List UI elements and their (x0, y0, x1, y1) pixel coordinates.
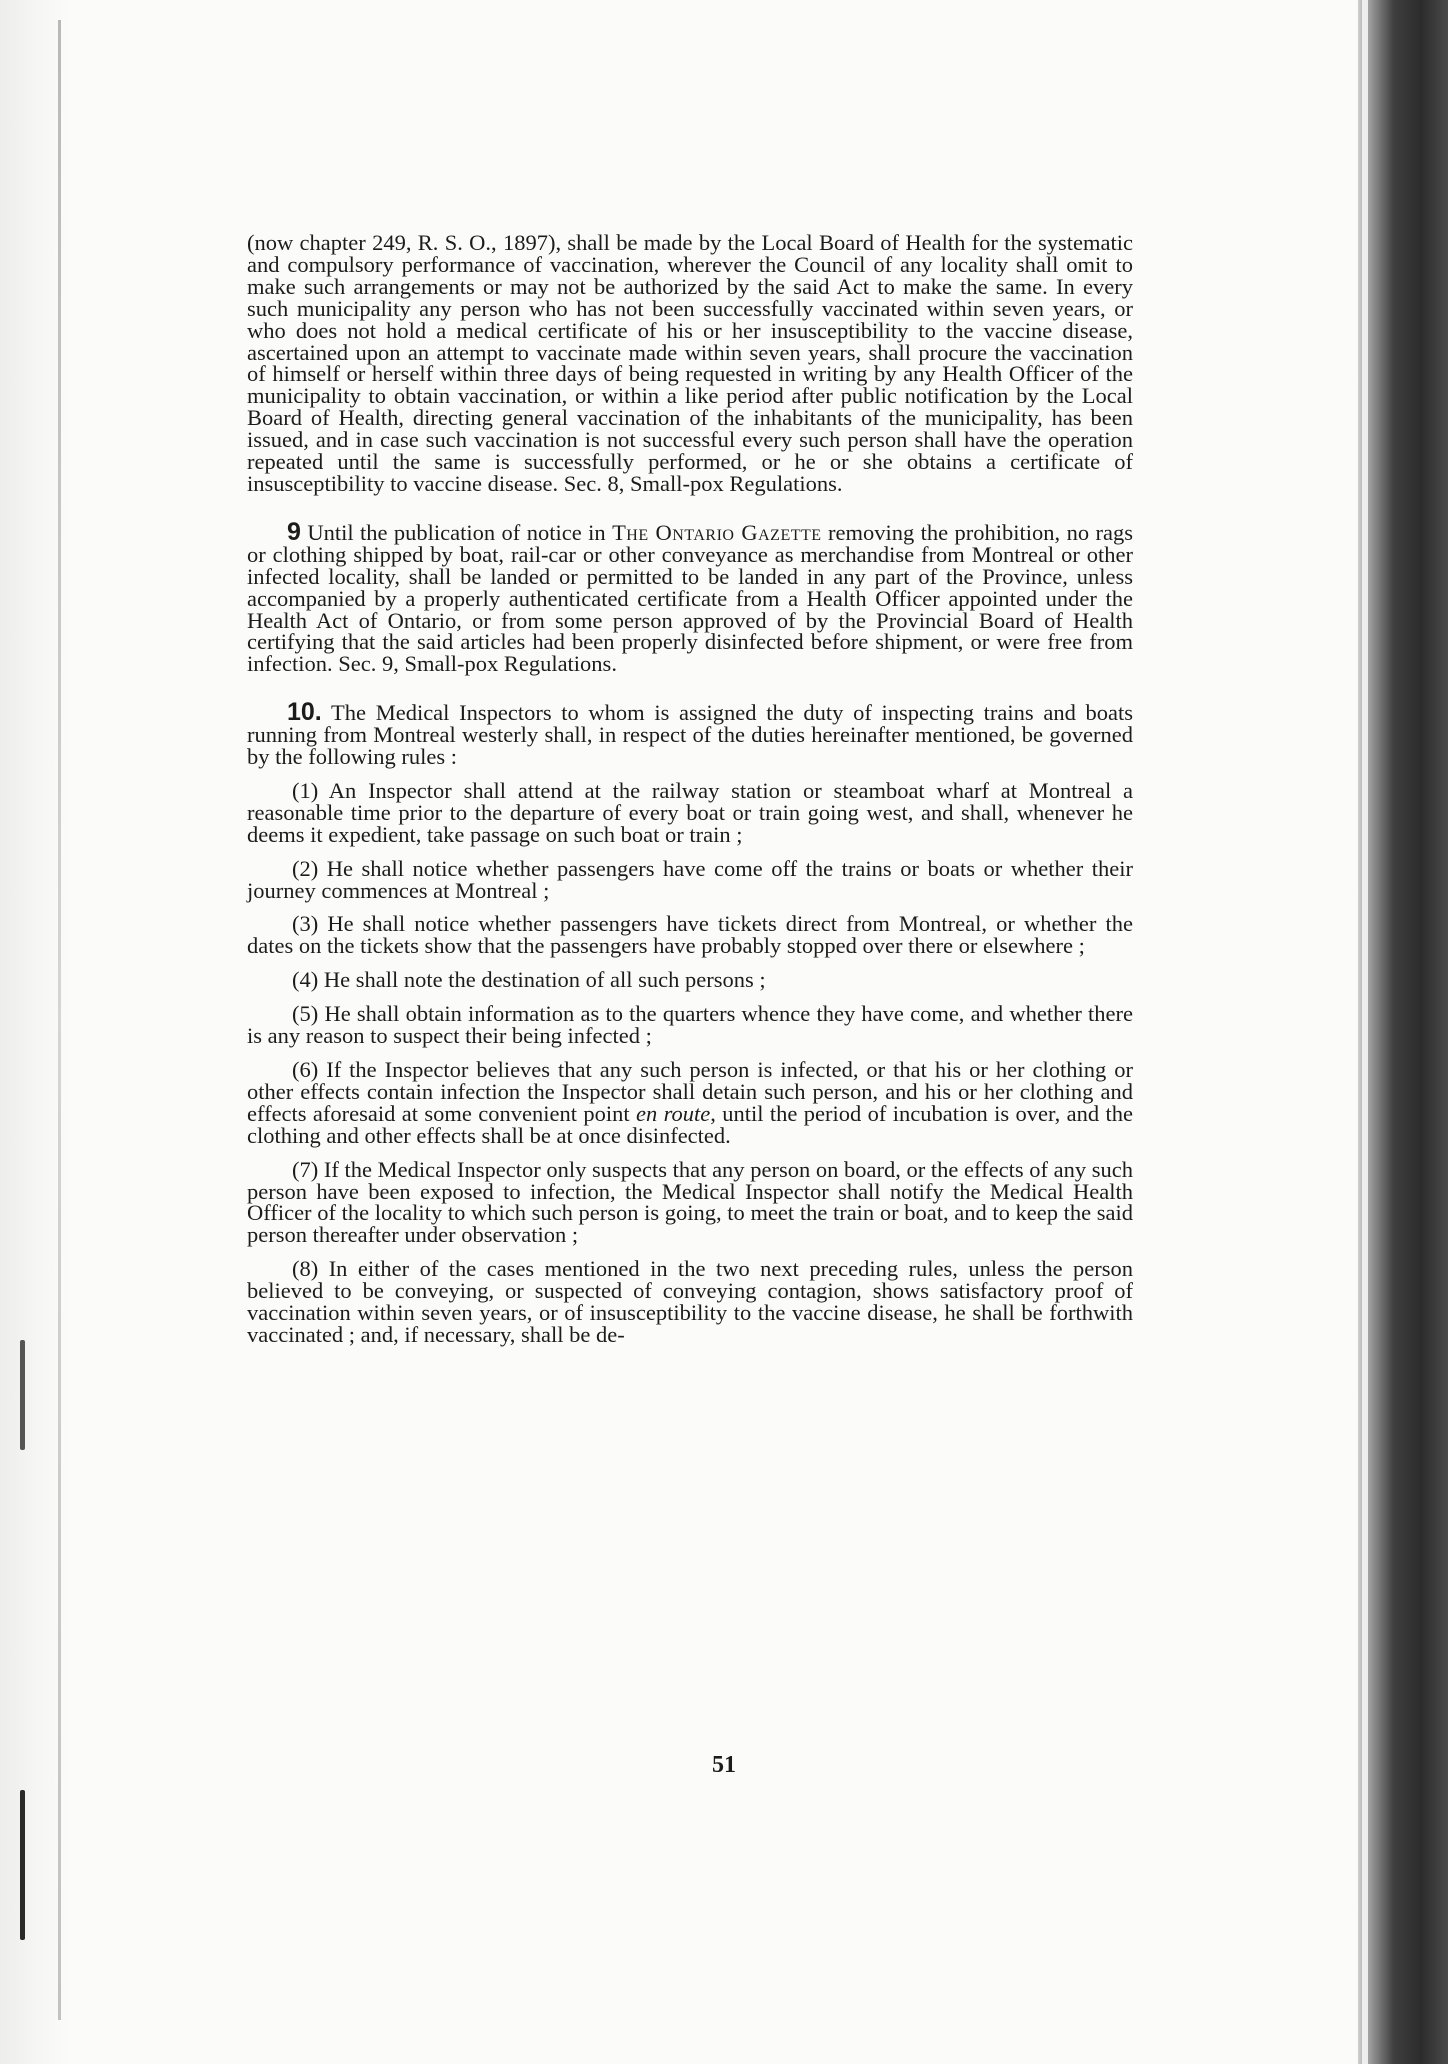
section-9-paragraph (247, 517, 1133, 677)
rule-6 (247, 1059, 1133, 1147)
rule-8: (8) In either of the cases mentioned in the two next preceding rules, unless the person believed to be conveying, or suspected of conveying contagion, shows satisfactory proof of vaccination within seven years, or of insusceptibility to the vaccine disease, he shall be forthwith vaccinated ; and, if necessary, shall be de- (247, 1256, 1133, 1347)
ontario-gazette-title: The Ontario Gazette (612, 519, 822, 545)
rule-6-text-start: (6) If the Inspector believes that any such person is infected, or that his or her clothing or other effects contain infection the Inspector shall detain such person, and his or her clothing and effects aforesaid at some convenient point (247, 1057, 1133, 1126)
continuation-paragraph: (now chapter 249, R. S. O., 1897), shall be made by the Local Board of Health for the systematic and compulsory performance of vaccination, wherever the Council of any locality shall omit to make such arrangements or may not be authorized by the said Act to make the same. In every such municipality any person who has not been successfully vaccinated within seven years, or who does not hold a medical certificate of his or her insusceptibility to the vaccine disease, ascertained upon an attempt to vaccinate made within seven years, shall procure the vaccination of himself or herself within three days of being requested in writing by any Health Officer of the municipality to obtain vaccination, or within a like period after public notification by the Local Board of Health, directing general vaccination of the inhabitants of the municipality, has been issued, and in case such vaccination is not successful every such person shall have the operation repeated until the same is successfully performed, or he or she obtains a certificate of insusceptibility to vaccine disease. Sec. 8, Small-pox Regulations. (247, 230, 1133, 496)
gutter-mark (20, 1340, 25, 1450)
section-9-text-end: removing the prohibition, no rags or clothing shipped by boat, rail-car or other conveyance as merchandise from Montreal or other infected locality, shall be landed or permitted to be landed in any part of the Province, unless accompanied by a properly authenticated certificate from a Health Officer appointed under the Health Act of Ontario, or from some person approved of by the Provincial Board of Health certifying that the said articles had been properly disinfected before shipment, or were free from infection. Sec. 9, Small-pox Regulations. (247, 519, 1133, 677)
rule-1: (1) An Inspector shall attend at the railway station or steamboat wharf at Montreal a reasonable time prior to the departure of every boat or train going west, and shall, whenever he deems it expedient, take passage on such boat or train ; (247, 777, 1133, 847)
rule-7: (7) If the Medical Inspector only suspects that any person on board, or the effects of any such person have been exposed to infection, the Medical Inspector shall notify the Medical Health Officer of the locality to which such person is going, to meet the train or boat, and to keep the said person thereafter under observation ; (247, 1156, 1133, 1248)
gutter-mark (20, 1790, 25, 1940)
rule-4: (4) He shall note the destination of all such persons ; (292, 967, 766, 993)
section-10-text: The Medical Inspectors to whom is assigned the duty of inspecting trains and boats running from Montreal westerly shall, in respect of the duties hereinafter mentioned, be governed by the following rules : (247, 700, 1133, 770)
section-9-number: 9 (287, 517, 301, 546)
en-route-italic: en route (636, 1100, 711, 1126)
rule-6-text-end: , until the period of incubation is over, and the clothing and other effects shall be at once disinfected. (247, 1100, 1133, 1148)
page-body (247, 232, 1133, 1346)
section-10-number: 10. (287, 698, 322, 727)
section-9-text-start: Until the publication of notice in (300, 519, 613, 545)
gutter-shadow (58, 20, 61, 2020)
rule-5: (5) He shall obtain information as to the quarters whence they have come, and whether there is any reason to suspect their being infected ; (247, 1001, 1133, 1049)
rule-3: (3) He shall notice whether passengers have tickets direct from Montreal, or whether the dates on the tickets show that the passengers have probably stopped over there or elsewhere ; (247, 911, 1133, 959)
section-10-paragraph (247, 698, 1133, 770)
rule-2: (2) He shall notice whether passengers have come off the trains or boats or whether their journey commences at Montreal ; (247, 855, 1133, 903)
page-number: 51 (712, 1752, 736, 1778)
